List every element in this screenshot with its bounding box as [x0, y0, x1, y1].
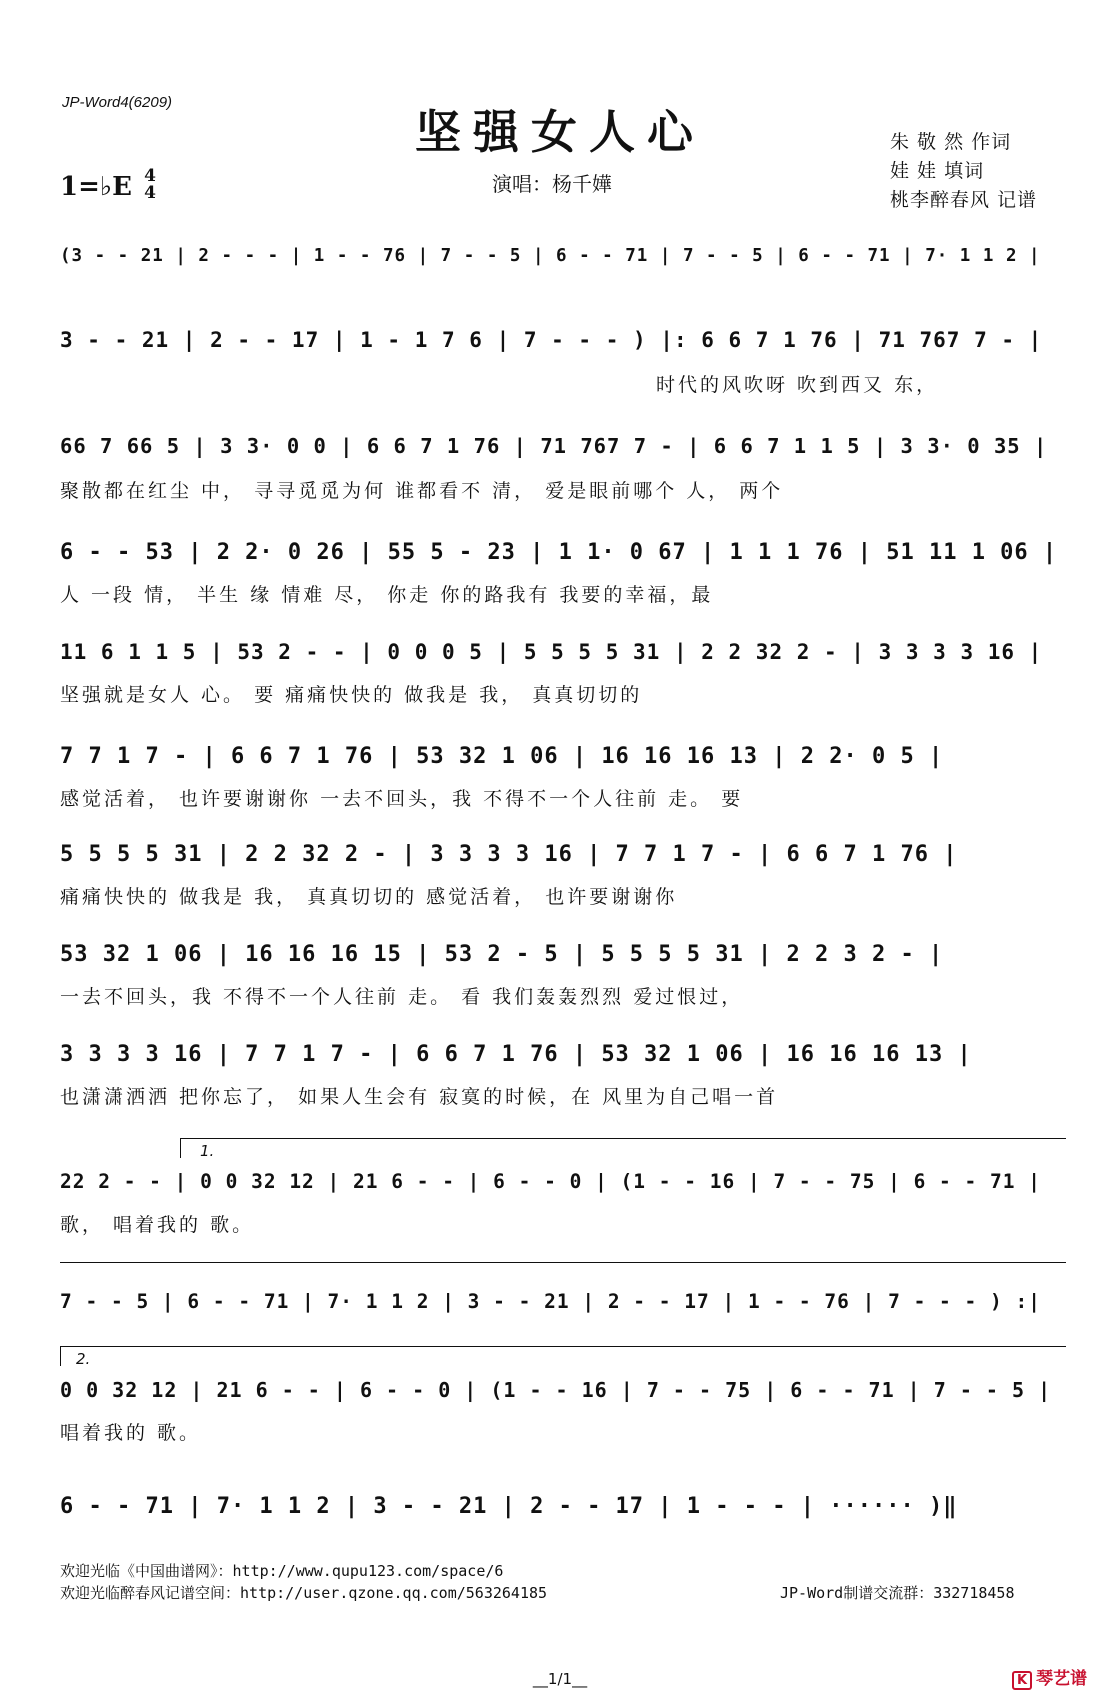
score-row-12-lyric: 唱着我的 歌。 — [60, 1422, 202, 1444]
score-row-12-notes: 0 0 32 12 | 21 6 - - | 6 - - 0 | (1 - - 16 | 7 - - 75 | 6 - - 71 | 7 - - 5 | — [60, 1378, 1052, 1402]
score-row-5-notes: 11 6 1 1 5 | 53 2 - - | 0 0 0 5 | 5 5 5 5 31 | 2 2 32 2 - | 3 3 3 3 16 | — [60, 640, 1043, 664]
score-row-13-notes: 6 - - 71 | 7· 1 1 2 | 3 - - 21 | 2 - - 17 | 1 - - - | ······ )‖ — [60, 1494, 958, 1519]
score-row-3-lyric: 聚散都在红尘 中， 寻寻觅觅为何 谁都看不 清， 爱是眼前哪个 人， 两个 — [60, 480, 784, 502]
score-row-10-notes: 22 2 - - | 0 0 32 12 | 21 6 - - | 6 - - 0 | (1 - - 16 | 7 - - 75 | 6 - - 71 | — [60, 1170, 1041, 1193]
transcriber-credit: 桃李醉春风 记谱 — [890, 189, 1038, 211]
score-row-7-lyric: 痛痛快快的 做我是 我， 真真切切的 感觉活着， 也许要谢谢你 — [60, 886, 678, 908]
score-row-3-notes: 66 7 66 5 | 3 3· 0 0 | 6 6 7 1 76 | 71 767 7 - | 6 6 7 1 1 5 | 3 3· 0 35 | — [60, 434, 1048, 458]
first-ending-bracket-hook — [180, 1138, 181, 1158]
score-row-2-lyric: 时代的风吹呀 吹到西又 东， — [656, 374, 939, 396]
site-logo — [1012, 1664, 1087, 1690]
score-row-4-notes: 6 - - 53 | 2 2· 0 26 | 55 5 - 23 | 1 1· 0 67 | 1 1 1 76 | 51 11 1 06 | — [60, 540, 1058, 565]
time-signature-top: 4 — [144, 166, 156, 186]
score-row-11-notes: 7 - - 5 | 6 - - 71 | 7· 1 1 2 | 3 - - 21 | 2 - - 17 | 1 - - 76 | 7 - - - ) :| — [60, 1290, 1041, 1313]
time-signature-bottom: 4 — [144, 183, 156, 203]
song-title: 坚强女人心 — [415, 105, 705, 159]
score-row-8-notes: 53 32 1 06 | 16 16 16 15 | 53 2 - 5 | 5 5 5 5 31 | 2 2 3 2 - | — [60, 942, 944, 967]
score-row-2-notes: 3 - - 21 | 2 - - 17 | 1 - 1 7 6 | 7 - - - ) |: 6 6 7 1 76 | 71 767 7 - | — [60, 328, 1043, 352]
first-ending-bracket-continued — [60, 1262, 1066, 1263]
page-number: __1/1__ — [532, 1670, 588, 1688]
score-row-6-lyric: 感觉活着， 也许要谢谢你 一去不回头，我 不得不一个人往前 走。 要 — [60, 788, 744, 810]
key-signature: 1=♭E — [60, 172, 132, 202]
score-row-4-lyric: 人 一段 情， 半生 缘 情难 尽， 你走 你的路我有 我要的幸福，最 — [60, 584, 714, 606]
footer-links — [60, 1560, 547, 1604]
time-signature — [140, 168, 160, 202]
score-row-8-lyric: 一去不回头，我 不得不一个人往前 走。 看 我们轰轰烈烈 爱过恨过， — [60, 986, 744, 1008]
footer-link-qzone: 欢迎光临醉春风记谱空间：http://user.qzone.qq.com/563264185 — [60, 1584, 548, 1602]
first-ending-bracket — [180, 1138, 1066, 1139]
second-ending-label: 2. — [76, 1350, 91, 1368]
footer-link-qupu: 欢迎光临《中国曲谱网》：http://www.qupu123.com/space/6 — [60, 1562, 504, 1580]
score-row-5-lyric: 坚强就是女人 心。 要 痛痛快快的 做我是 我， 真真切切的 — [60, 684, 643, 706]
lyricist-credit: 朱 敬 然 作词 — [890, 131, 1012, 153]
adapter-credit: 娃 娃 填词 — [890, 160, 985, 182]
credits-block — [890, 128, 1037, 215]
second-ending-bracket — [60, 1346, 1066, 1347]
singer-credit: 演唱：杨千嬅 — [492, 172, 612, 196]
software-version: JP-Word4(6209) — [62, 94, 173, 111]
score-row-10-lyric: 歌， 唱着我的 歌。 — [60, 1214, 255, 1236]
score-row-9-notes: 3 3 3 3 16 | 7 7 1 7 - | 6 6 7 1 76 | 53 32 1 06 | 16 16 16 13 | — [60, 1042, 972, 1067]
score-row-7-notes: 5 5 5 5 31 | 2 2 32 2 - | 3 3 3 3 16 | 7 7 1 7 - | 6 6 7 1 76 | — [60, 842, 958, 867]
footer-group: JP-Word制谱交流群：332718458 — [780, 1584, 1015, 1602]
score-row-9-lyric: 也潇潇洒洒 把你忘了， 如果人生会有 寂寞的时候，在 风里为自己唱一首 — [60, 1086, 779, 1108]
logo-text: 琴艺谱 — [1036, 1669, 1088, 1689]
first-ending-label: 1. — [200, 1142, 215, 1160]
score-row-6-notes: 7 7 1 7 - | 6 6 7 1 76 | 53 32 1 06 | 16 16 16 13 | 2 2· 0 5 | — [60, 744, 944, 769]
score-row-1-notes: (3 - - 21 | 2 - - - | 1 - - 76 | 7 - - 5 | 6 - - 71 | 7 - - 5 | 6 - - 71 | 7· 1 1 2 | — [60, 246, 1041, 266]
logo-mark-icon: K — [1012, 1671, 1032, 1690]
second-ending-bracket-hook — [60, 1346, 61, 1366]
